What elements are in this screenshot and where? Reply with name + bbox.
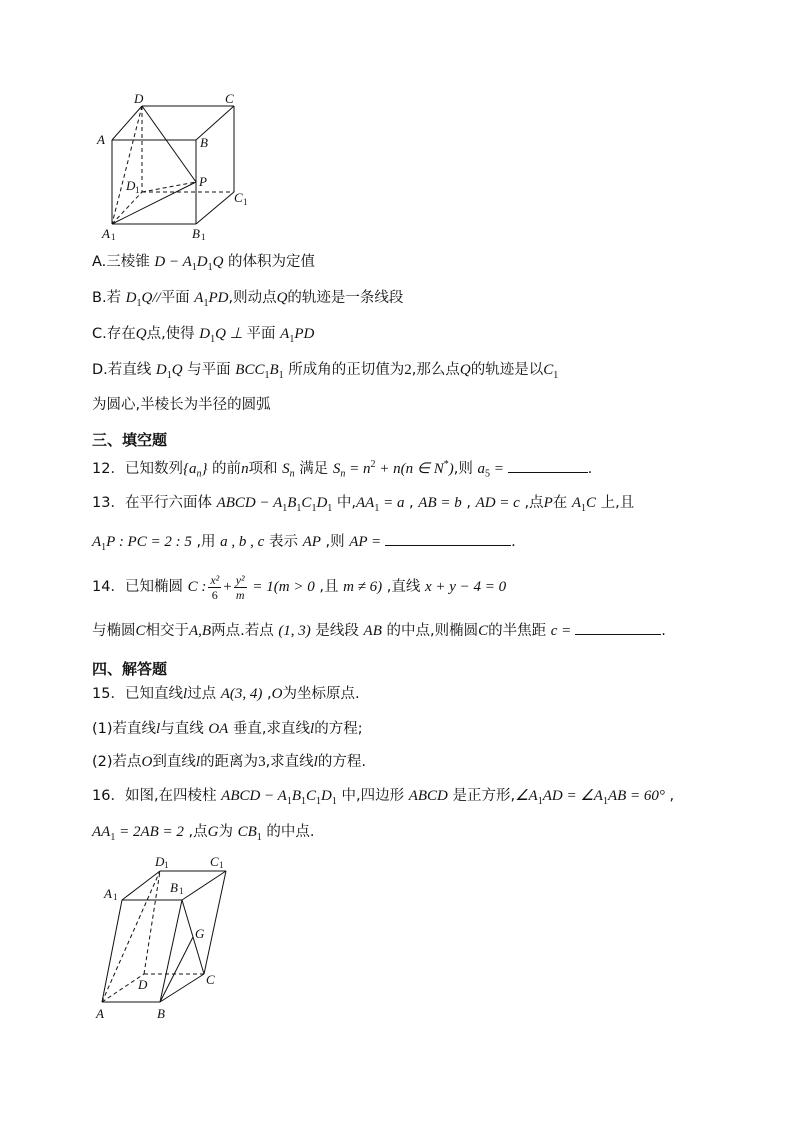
label-D1: D xyxy=(126,178,136,193)
question-14: 14．已知椭圆 C : $\frac{\text{x²}}{6}$ + $\frac{\text{y²}}{m}$ = 1(m > 0 ,且 m ≠ 6) ,直线 x + y − 4 = 0 xyxy=(92,572,507,602)
fraction-x2-6: $\frac{\text{x²}}{6}$ xyxy=(210,572,220,602)
question-13: 13．在平行六面体 ABCD − $A_1B_1C_1D_1$ 中$,AA_1 = a$ , AB = b , AD = c ,点P在 $A_1C$ 上,且 xyxy=(92,495,635,514)
label-A: A xyxy=(96,1006,104,1021)
question-15: 15．已知直线l过点 A(3, 4) ,O为坐标原点. xyxy=(92,686,360,702)
svg-text:1: 1 xyxy=(201,232,206,242)
option-c: C.存在Q点,使得 $D_1Q$ ⊥ 平面 $A_1PD$ xyxy=(92,326,315,345)
prism-figure xyxy=(92,852,242,1024)
label-D: D xyxy=(138,977,148,992)
answer-blank-12[interactable] xyxy=(508,458,588,473)
label-B1: B xyxy=(192,226,200,241)
label-A: A xyxy=(97,132,105,147)
section-solve-heading: 四、解答题 xyxy=(92,660,168,678)
label-D: D xyxy=(134,92,144,106)
label-A1: A xyxy=(102,226,110,241)
answer-blank-14[interactable] xyxy=(575,620,661,635)
fraction-y2-m: $\frac{\text{y²}}{m}$ xyxy=(235,572,245,602)
label-C: C xyxy=(225,92,234,106)
label-D1: D xyxy=(155,854,165,869)
label-G: G xyxy=(195,926,205,941)
option-d: D.若直线 $D_1Q$ 与平面 $BCC_1B_1$ 所成角的正切值为2,那么点Q的轨迹是以$C_1$ xyxy=(92,362,559,381)
question-16: 16．如图,在四棱柱 ABCD − $A_1B_1C_1D_1$ 中,四边形 ABCD 是正方形$,\angle A_1AD$ = $\angle A_1AB = 60^\circ$ , xyxy=(92,788,675,807)
svg-text:1: 1 xyxy=(219,860,224,870)
question-16-cont: $AA_1 = 2AB = 2$ ,点G为 $CB_1$ 的中点. xyxy=(92,824,315,843)
question-15-part1: (1)若直线l与直线 OA 垂直,求直线l的方程; xyxy=(92,721,363,737)
label-C1: C xyxy=(234,190,243,205)
svg-text:1: 1 xyxy=(243,197,248,207)
svg-text:1: 1 xyxy=(135,185,140,195)
svg-text:1: 1 xyxy=(111,232,116,242)
label-B: B xyxy=(200,135,208,150)
question-14-cont: 与椭圆C相交于A,B两点.若点 (1, 3) 是线段 AB 的中点,则椭圆C的半焦距 c = . xyxy=(92,620,666,641)
label-B: B xyxy=(157,1006,165,1021)
label-C: C xyxy=(206,972,215,987)
option-d-cont: 为圆心,半棱长为半径的圆弧 xyxy=(92,397,271,413)
svg-text:1: 1 xyxy=(113,892,118,902)
question-12: 12．已知数列$\{a_n\}$ 的前n项和 $S_n$ 满足 $S_n = n^2 + n(n$ ∈ N*),则 $a_5$ = . xyxy=(92,459,593,480)
svg-text:1: 1 xyxy=(164,860,169,870)
label-C1: C xyxy=(210,854,219,869)
svg-text:1: 1 xyxy=(179,886,184,896)
cube-figure xyxy=(92,92,262,242)
label-A1: A xyxy=(104,886,112,901)
question-13-cont: $A_1P$ : PC = 2 : 5 ,用 a , b , c 表示 AP ,则 AP = . xyxy=(92,531,516,558)
section-fill-heading: 三、填空题 xyxy=(92,431,168,449)
option-b: B.若 $D_1Q//$平面 $A_1PD$,则动点Q的轨迹是一条线段 xyxy=(92,290,404,309)
question-15-part2: (2)若点O到直线l的距离为3,求直线l的方程. xyxy=(92,754,366,770)
label-B1: B xyxy=(170,880,178,895)
answer-blank-13[interactable] xyxy=(385,531,511,546)
option-a: A.三棱锥 $D - A_1D_1Q$ 的体积为定值 xyxy=(92,254,316,273)
label-P: P xyxy=(199,174,207,189)
